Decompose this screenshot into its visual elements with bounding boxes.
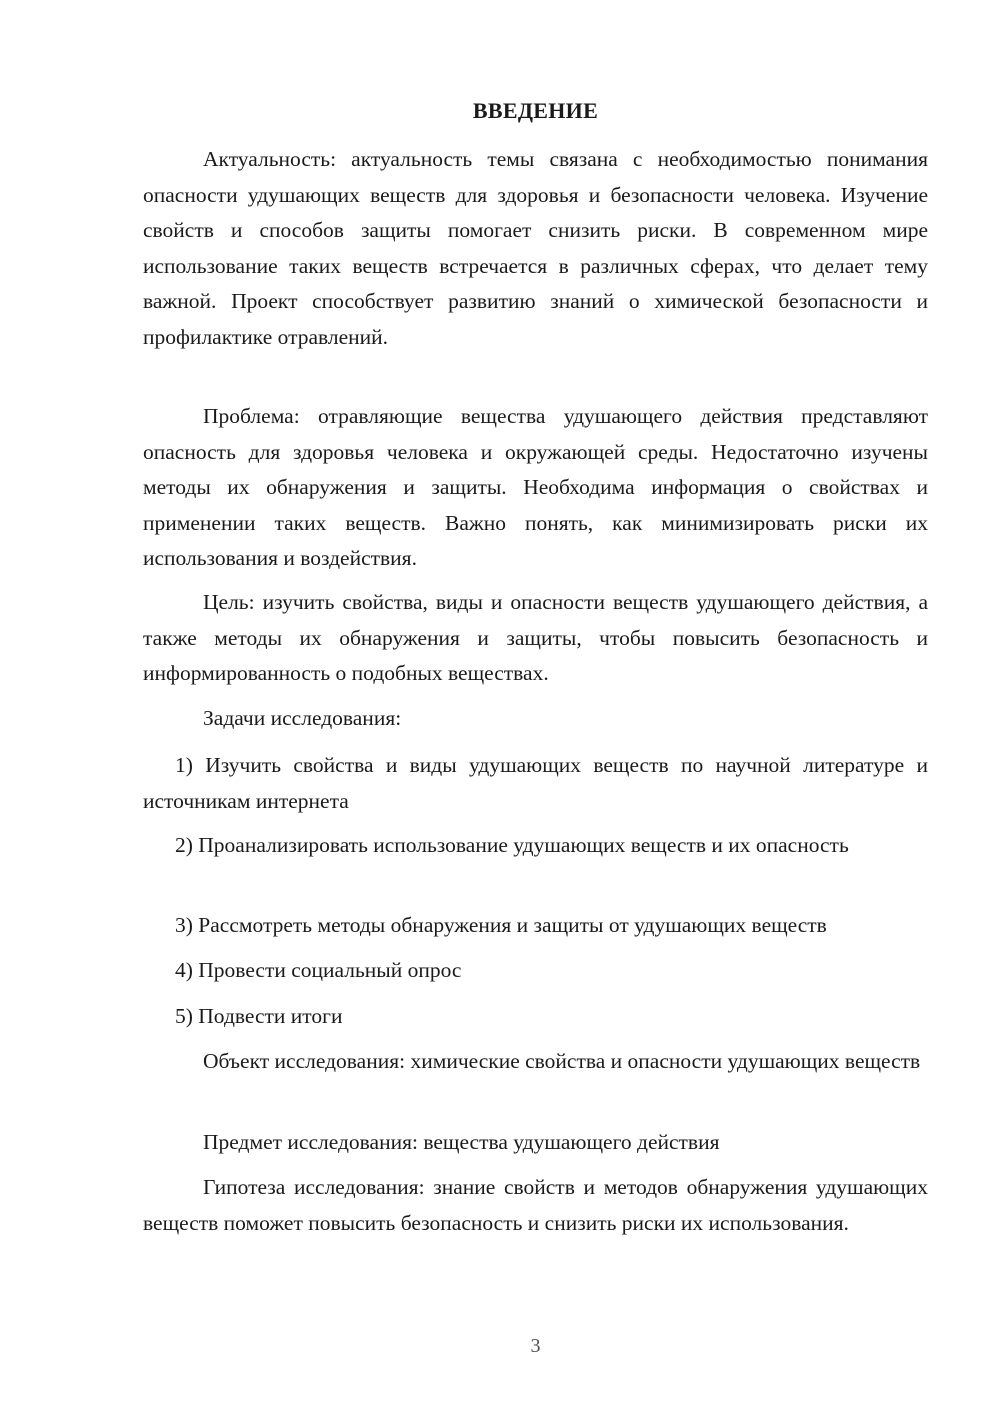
tasks-heading: Задачи исследования:: [203, 706, 402, 730]
task-item-1: 1) Изучить свойства и виды удушающих веществ по научной литературе и источникам интернета: [143, 753, 928, 813]
subject-paragraph: Предмет исследования: вещества удушающего действия: [203, 1130, 720, 1154]
task-item-3: 3) Рассмотреть методы обнаружения и защиты от удушающих веществ: [175, 913, 827, 937]
hypothesis-paragraph: Гипотеза исследования: знание свойств и методов обнаружения удушающих веществ поможет повысить безопасность и снизить риски их использования.: [143, 1175, 928, 1235]
task-item-5: 5) Подвести итоги: [175, 1004, 343, 1028]
object-paragraph: Объект исследования: химические свойства и опасности удушающих веществ: [203, 1049, 921, 1073]
page-number: 3: [530, 1335, 541, 1357]
task-item-2: 2) Проанализировать использование удушающих веществ и их опасность: [175, 833, 849, 857]
relevance-paragraph: Актуальность: актуальность темы связана с необходимостью понимания опасности удушающих веществ для здоровья и безопасности человека. Изучение свойств и способов защиты помогает снизить риски. В современном мире использование таких веществ встречается в различных сферах, что делает тему важной. Проект способствует развитию знаний о химической безопасности и профилактике отравлений.: [143, 147, 928, 349]
problem-paragraph: Проблема: отравляющие вещества удушающего действия представляют опасность для здоровья человека и окружающей среды. Недостаточно изучены методы их обнаружения и защиты. Необходима информация о свойствах и применении таких веществ. Важно понять, как минимизировать риски их использования и воздействия.: [143, 404, 928, 570]
document-page: [143, 0, 928, 1414]
task-item-4: 4) Провести социальный опрос: [175, 958, 462, 982]
goal-paragraph: Цель: изучить свойства, виды и опасности веществ удушающего действия, а также методы их обнаружения и защиты, чтобы повысить безопасность и информированность о подобных веществах.: [143, 590, 928, 685]
section-title: ВВЕДЕНИЕ: [472, 98, 599, 123]
